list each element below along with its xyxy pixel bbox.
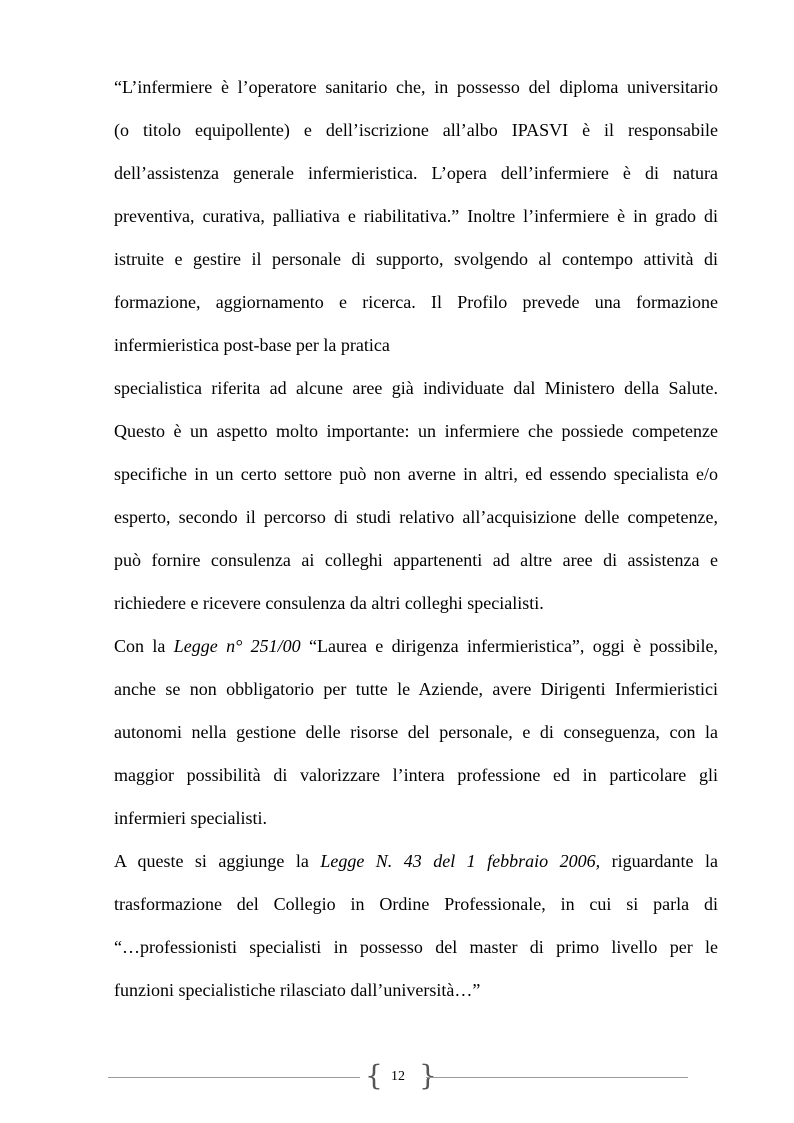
text-line: funzioni specialistiche rilasciato dall’università…” [114, 980, 481, 1000]
footer-rule-right [426, 1077, 688, 1078]
text-line: specialistica riferita ad alcune aree già individuate dal Ministero della Salute. [114, 378, 718, 398]
footer-rule-left [108, 1077, 360, 1078]
text-fragment: A queste si aggiunge la [114, 851, 321, 871]
right-brace-icon: } [419, 1059, 437, 1092]
text-line: infermieri specialisti. [114, 808, 267, 828]
text-fragment: Con la [114, 636, 174, 656]
text-line [114, 625, 718, 668]
text-line: trasformazione del Collegio in Ordine Professionale, in cui si parla di [114, 894, 718, 914]
text-line [114, 840, 718, 883]
text-line: esperto, secondo il percorso di studi relativo all’acquisizione delle competenze, [114, 507, 718, 527]
page-body [114, 66, 718, 1012]
text-line: anche se non obbligatorio per tutte le Aziende, avere Dirigenti Infermieristici [114, 679, 718, 699]
text-line: istruite e gestire il personale di supporto, svolgendo al contempo attività di [114, 249, 718, 269]
law-reference: Legge N. 43 del 1 febbraio 2006, [320, 851, 601, 871]
text-line: maggior possibilità di valorizzare l’intera professione ed in particolare gli [114, 765, 718, 785]
text-line: “L’infermiere è l’operatore sanitario che, in possesso del diploma universitario [114, 77, 718, 97]
text-line: può fornire consulenza ai colleghi appartenenti ad altre aree di assistenza e [114, 550, 718, 570]
text-line: autonomi nella gestione delle risorse del personale, e di conseguenza, con la [114, 722, 718, 742]
paragraph-profile-definition [114, 66, 718, 367]
page-footer [108, 1059, 688, 1093]
text-fragment: riguardante la [600, 851, 718, 871]
law-reference: Legge n° 251/00 [173, 636, 301, 656]
text-line: dell’assistenza generale infermieristica. L’opera dell’infermiere è di natura [114, 163, 718, 183]
paragraph-specialist-practice [114, 367, 718, 625]
text-line: (o titolo equipollente) e dell’iscrizione all’albo IPASVI è il responsabile [114, 120, 718, 140]
text-line: preventiva, curativa, palliativa e riabilitativa.” Inoltre l’infermiere è in grado di [114, 206, 718, 226]
text-line: richiedere e ricevere consulenza da altri colleghi specialisti. [114, 593, 544, 613]
text-line: formazione, aggiornamento e ricerca. Il Profilo prevede una formazione [114, 292, 718, 312]
page-number: 12 [391, 1069, 405, 1084]
text-line: specifiche in un certo settore può non averne in altri, ed essendo specialista e/o [114, 464, 718, 484]
paragraph-law-43 [114, 840, 718, 1012]
paragraph-law-251 [114, 625, 718, 840]
text-line: Questo è un aspetto molto importante: un infermiere che possiede competenze [114, 421, 718, 441]
left-brace-icon: { [365, 1059, 383, 1092]
text-line: infermieristica post-base per la pratica [114, 335, 390, 355]
text-fragment: “Laurea e dirigenza infermieristica”, oggi è possibile, [300, 636, 718, 656]
text-line: “…professionisti specialisti in possesso del master di primo livello per le [114, 937, 718, 957]
